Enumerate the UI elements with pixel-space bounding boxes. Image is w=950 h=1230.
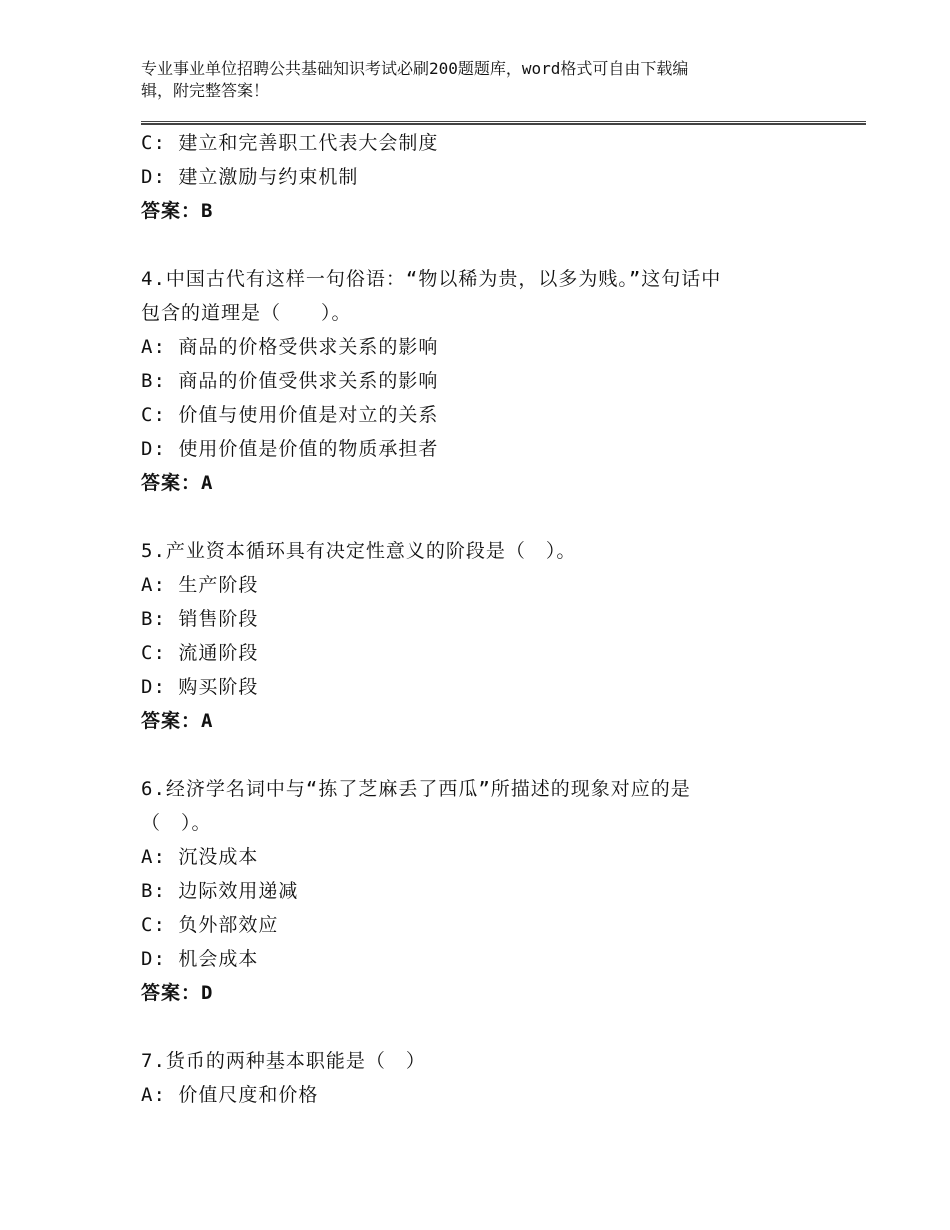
question-stem-line1: 6.经济学名词中与“拣了芝麻丢了西瓜”所描述的现象对应的是	[141, 778, 691, 800]
question-stem-line2: （ ）。	[141, 812, 212, 834]
header-divider	[141, 121, 866, 125]
option-c: C: 流通阶段	[141, 642, 259, 664]
option-b: B: 边际效用递减	[141, 880, 299, 902]
option-a: A: 生产阶段	[141, 574, 259, 596]
spacer	[141, 228, 821, 262]
option-a: A: 沉没成本	[141, 846, 259, 868]
question-stem-line2: 包含的道理是（ ）。	[141, 302, 352, 324]
option-c: C: 价值与使用价值是对立的关系	[141, 404, 439, 426]
question-4	[141, 262, 821, 500]
question-3	[141, 126, 821, 228]
option-b: B: 商品的价值受供求关系的影响	[141, 370, 439, 392]
option-d: D: 建立激励与约束机制	[141, 166, 359, 188]
option-b: B: 销售阶段	[141, 608, 259, 630]
question-stem: 7.货币的两种基本职能是（ ）	[141, 1050, 426, 1072]
option-c: C: 建立和完善职工代表大会制度	[141, 132, 439, 154]
spacer	[141, 1010, 821, 1044]
option-d: D: 使用价值是价值的物质承担者	[141, 438, 439, 460]
answer: 答案：A	[141, 472, 214, 494]
question-5	[141, 534, 821, 738]
answer: 答案：A	[141, 710, 214, 732]
answer: 答案：D	[141, 982, 214, 1004]
option-a: A: 价值尺度和价格	[141, 1084, 319, 1106]
header-title-line1: 专业事业单位招聘公共基础知识考试必刷200题题库，word格式可自由下载编	[141, 59, 689, 78]
question-stem: 5.产业资本循环具有决定性意义的阶段是（ ）。	[141, 540, 577, 562]
option-a: A: 商品的价格受供求关系的影响	[141, 336, 439, 358]
option-c: C: 负外部效应	[141, 914, 279, 936]
spacer	[141, 500, 821, 534]
question-7	[141, 1044, 821, 1112]
option-d: D: 机会成本	[141, 948, 259, 970]
page-header	[141, 58, 801, 102]
question-list	[141, 126, 821, 1112]
header-title-line2: 辑，附完整答案！	[141, 81, 270, 100]
option-d: D: 购买阶段	[141, 676, 259, 698]
question-stem-line1: 4.中国古代有这样一句俗语：“物以稀为贵，以多为贱。”这句话中	[141, 268, 722, 290]
question-6	[141, 772, 821, 1010]
answer: 答案：B	[141, 200, 214, 222]
spacer	[141, 738, 821, 772]
